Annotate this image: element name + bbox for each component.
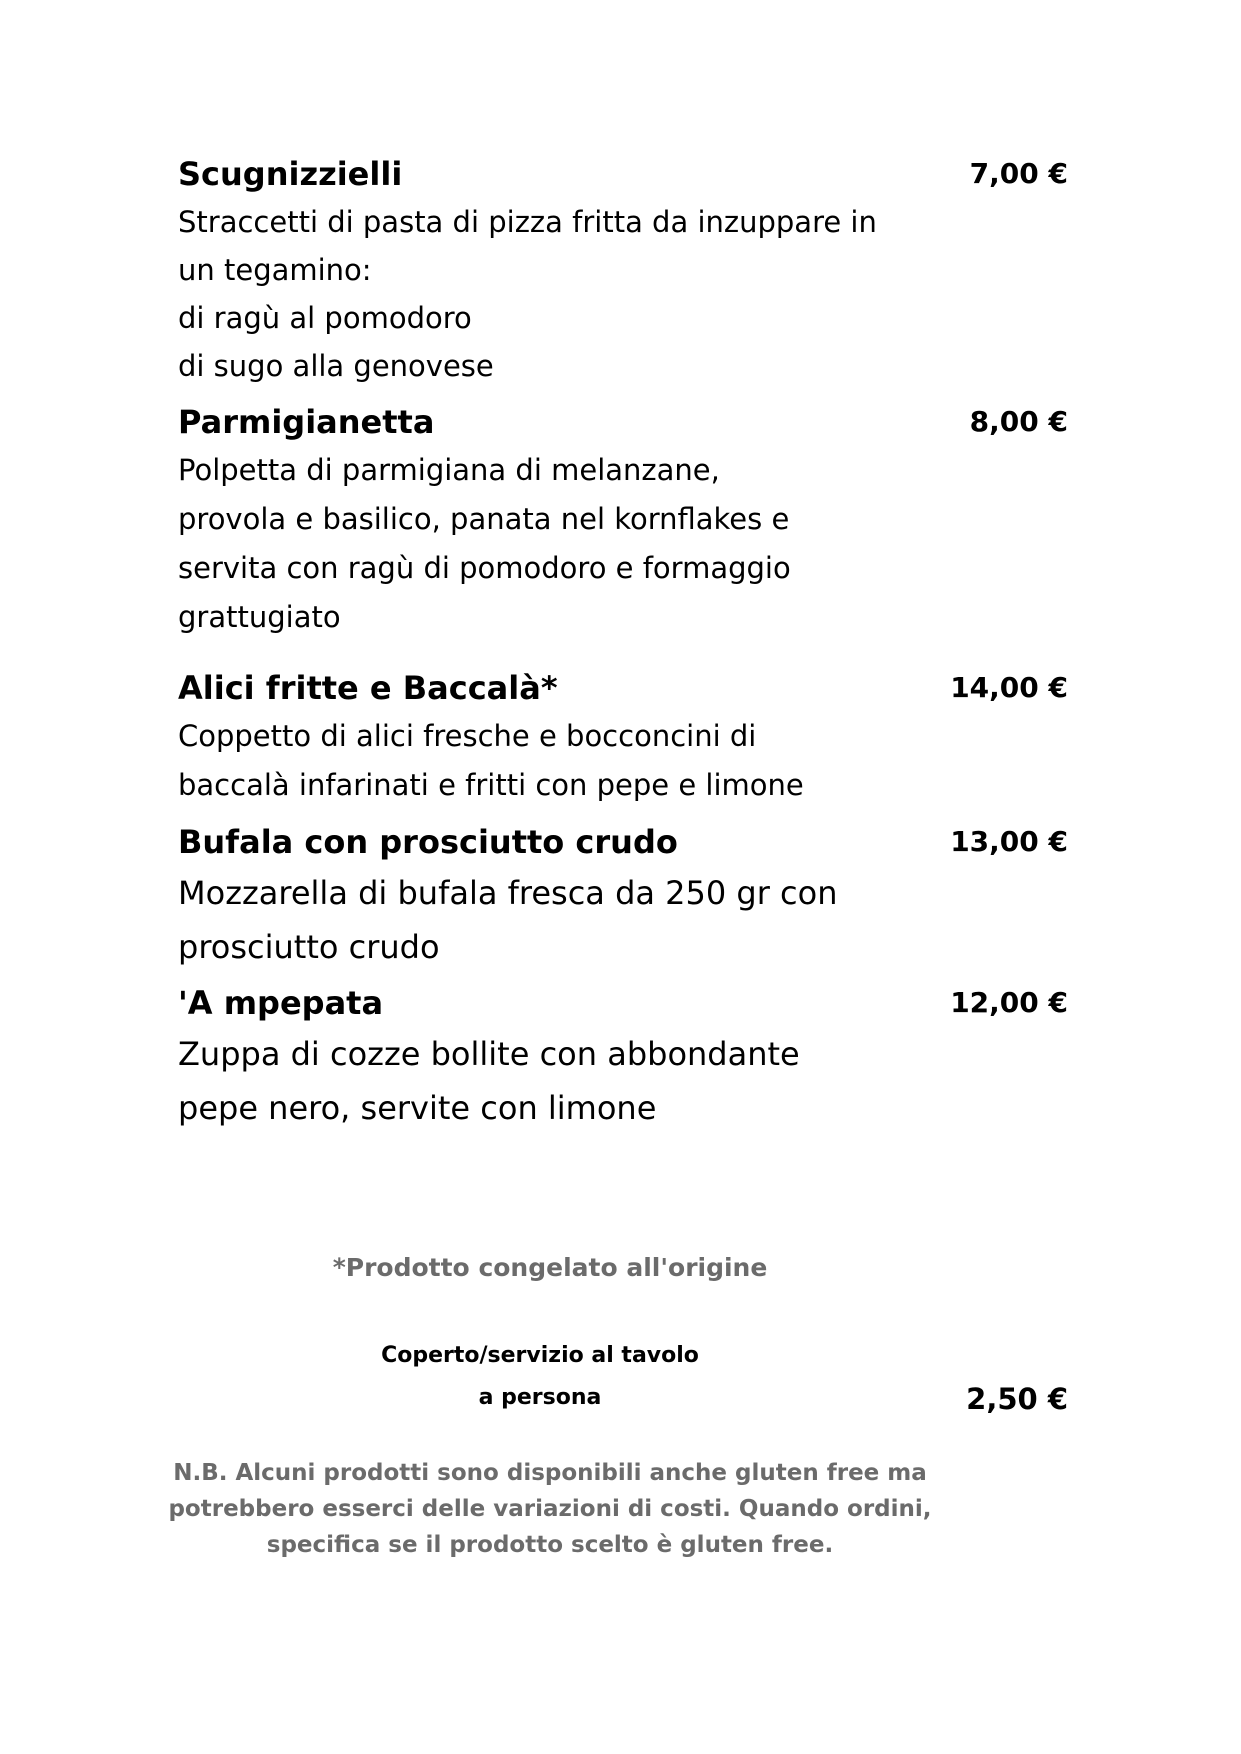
item-price: 12,00 € bbox=[950, 986, 1068, 1019]
frozen-product-note: *Prodotto congelato all'origine bbox=[332, 1253, 768, 1282]
menu-item-header bbox=[178, 398, 1068, 446]
item-name: Parmigianetta bbox=[178, 403, 435, 441]
menu-item-header bbox=[178, 664, 1068, 712]
item-description: Mozzarella di bufala fresca da 250 gr con prosciutto crudo bbox=[178, 874, 838, 966]
gluten-free-note: N.B. Alcuni prodotti sono disponibili anche gluten free ma potrebbero esserci delle variazioni di costi. Quando ordini, specifica se il prodotto scelto è gluten free. bbox=[168, 1460, 932, 1558]
menu-item-scugnizzielli bbox=[178, 150, 1068, 390]
item-name: 'A mpepata bbox=[178, 984, 384, 1022]
menu-item-mpepata bbox=[178, 979, 1068, 1135]
item-price: 7,00 € bbox=[969, 157, 1068, 190]
item-description: Straccetti di pasta di pizza fritta da inzuppare in un tegamino: di ragù al pomodoro di sugo alla genovese bbox=[178, 205, 877, 383]
menu-item-header bbox=[178, 818, 1068, 866]
coperto-price: 2,50 € bbox=[966, 1382, 1068, 1416]
menu-item-header bbox=[178, 979, 1068, 1027]
item-name: Bufala con prosciutto crudo bbox=[178, 823, 678, 861]
menu-item-bufala bbox=[178, 818, 1068, 974]
menu-item-parmigianetta bbox=[178, 398, 1068, 642]
coperto-label-line1: Coperto/servizio al tavolo bbox=[381, 1343, 699, 1368]
item-price: 14,00 € bbox=[950, 671, 1068, 704]
item-description: Polpetta di parmigiana di melanzane, provola e basilico, panata nel kornflakes e servita con ragù di pomodoro e formaggio grattugiato bbox=[178, 453, 791, 634]
coperto-label-line2: a persona bbox=[478, 1385, 602, 1410]
item-description: Coppetto di alici fresche e bocconcini di baccalà infarinati e fritti con pepe e limone bbox=[178, 719, 804, 802]
item-name: Alici fritte e Baccalà* bbox=[178, 669, 558, 707]
item-name: Scugnizzielli bbox=[178, 155, 403, 193]
menu-item-alici-fritte bbox=[178, 664, 1068, 810]
item-description: Zuppa di cozze bollite con abbondante pepe nero, servite con limone bbox=[178, 1035, 800, 1127]
item-price: 8,00 € bbox=[969, 405, 1068, 438]
menu-item-header bbox=[178, 150, 1068, 198]
item-price: 13,00 € bbox=[950, 825, 1068, 858]
